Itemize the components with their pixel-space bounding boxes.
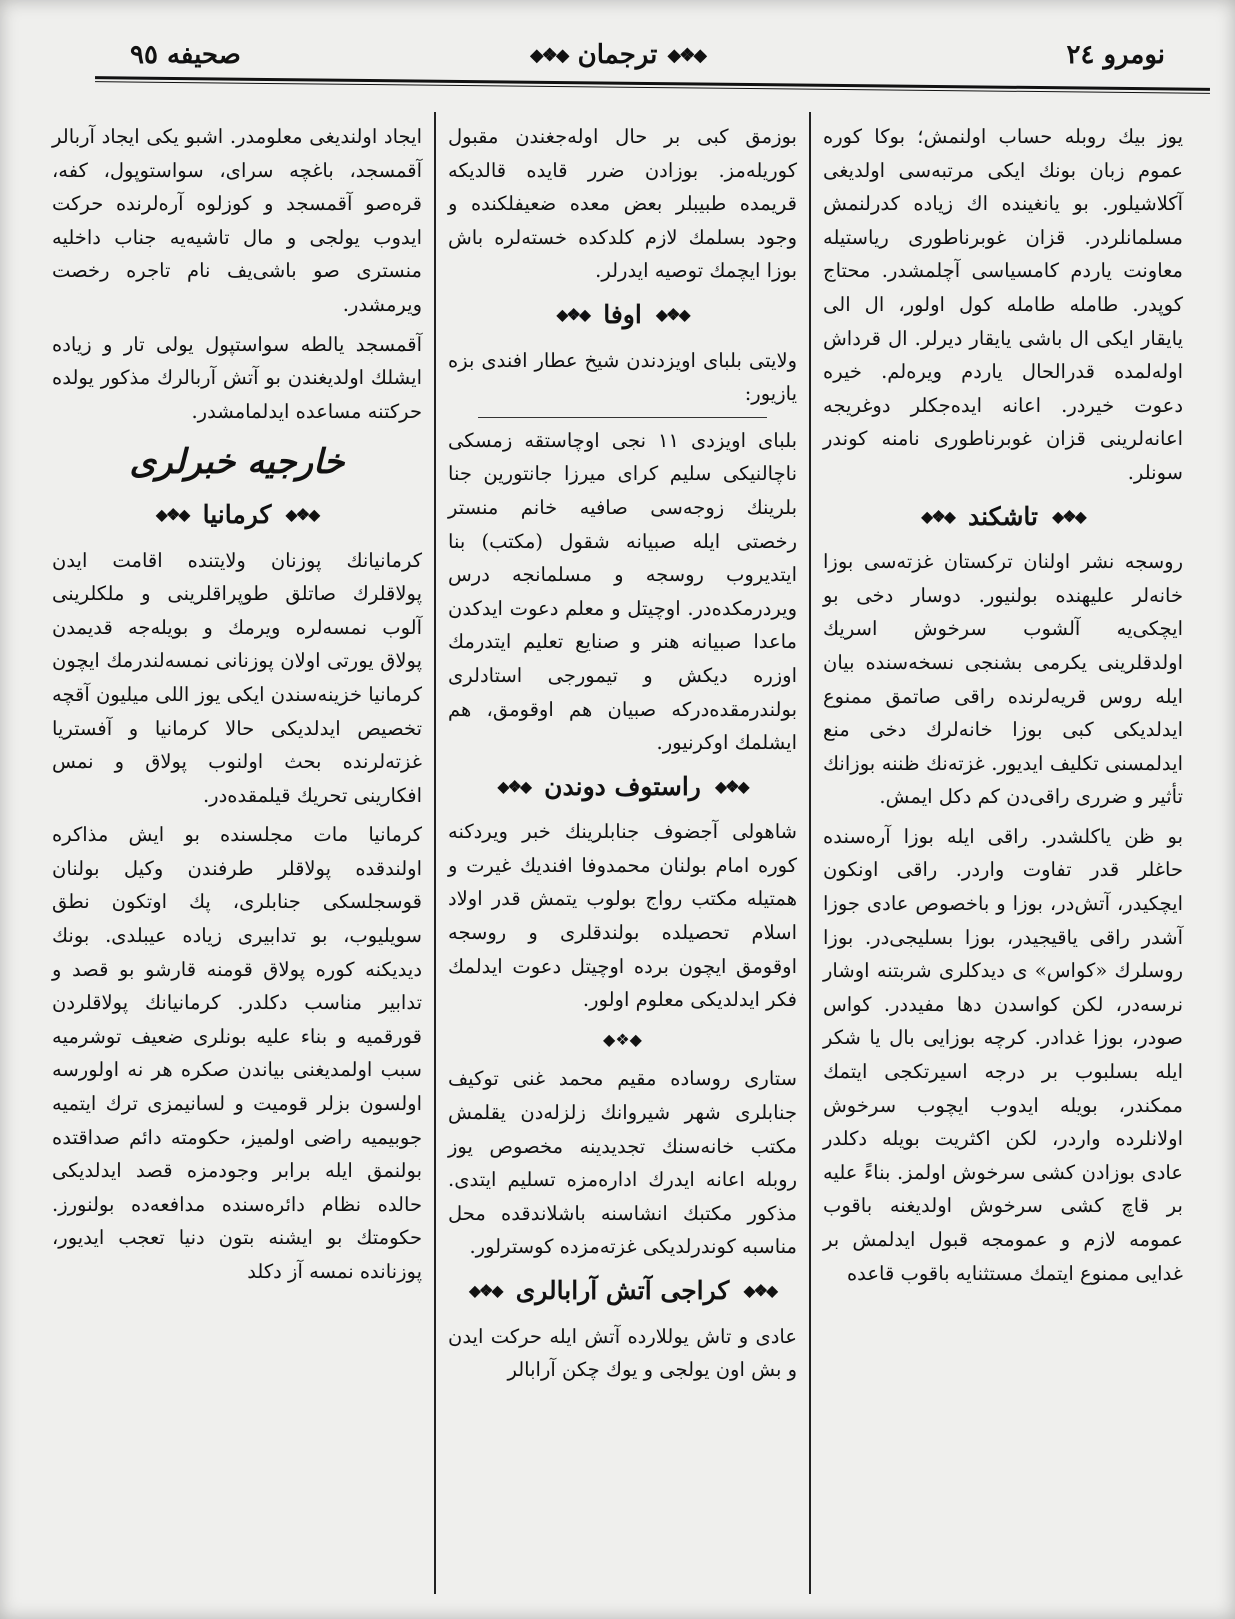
ornament-icon: ◆❖◆ xyxy=(743,1281,777,1300)
masthead xyxy=(530,40,705,70)
article-paragraph: بوزمق كبى بر حال اوله‌جغندن مقبول كوريلەمز. بوزادن ضرر قايده قالديكه قريمده طبيبلر بعض معده ضعيفلكنده و وجود بسلمك لازم كلدكده خسته‌لره باش بوزا ايچمك توصيه ايدرلر. xyxy=(448,125,797,283)
ornament-icon: ◆❖◆ xyxy=(468,1281,502,1300)
section-title: اوفا xyxy=(603,299,642,329)
ornament-icon: ◆❖◆ xyxy=(155,504,189,524)
article-paragraph: آقمسجد يالطه سواستپول يولى تار و زياده ايشلك اولديغندن بو آتش آربالرك مذكور يولده حركتنه مساعده ايدلمامشدر. xyxy=(52,332,422,423)
section-title: كراجى آتش آرابالرى xyxy=(515,1276,730,1305)
column-middle xyxy=(434,112,811,1594)
diamond-divider-icon: ◆❖◆ xyxy=(603,1029,642,1049)
article-paragraph: ستارى روساده مقيم محمد غنى توكيف جنابلرى شهر شيروانك زلزله‌دن يقلمش مكتب خانه‌سنك تجديدينه مخصوص يوز روبله اعانه ايدرك ادارەمزه تسليم ايتدى. مذكور مكتبك انشاسنه باشلاندقده محل مناسبه كوندرلديكى غزته‌مزده كوسترلور. xyxy=(448,1067,797,1259)
ornament-icon: ◆❖◆ xyxy=(655,304,689,324)
section-heading xyxy=(448,1274,797,1308)
article-paragraph: ايجاد اولنديغى معلومدر. اشبو يكى ايجاد آربالر آقمسجد، باغچه سراى، سواستوپول، كفه، قره‌صو آقمسجد و كوزلوه آره‌لرنده حركت ايدوب يولجى و مال تاشيه‌يه جناب داخليه منسترى صو باشى‌يف نام تاجره رخصت ويرمشدر. xyxy=(52,125,422,316)
ornament-icon: ◆❖◆ xyxy=(1052,506,1085,526)
article-paragraph: يوز بيك روبله حساب اولنمش؛ بوكا كوره عموم زبان بونك ايكى مرتبه‌سى اولديغى آكلاشيلور. بو يانغينده اك زياده كدرلنمش مسلمانلردر. قزان غوبرناطورى رياستيله معاونت ياردم كامسياسى آچلمشدر. محتاج كوپدر. طامله طامله كول اولور، ال الى يايقار ايكى ال باشى يايقار ديرلر. ال قرداش اولەلمده قدرالحال ياردم ويرەلم. خيره دعوت خيردر. اعانه ايده‌جكلر دوغريجه اعانه‌لرينى قزان غوبرناطورى نامنه كوندر سونلر. xyxy=(823,125,1183,484)
section-heading xyxy=(448,298,797,332)
article-paragraph: شاهولى آجضوف جنابلرينك خبر ويردكنه كوره امام بولنان محمدوفا افنديك غيرت و همتيله مكتب رواج بولوب يتمش قدر اولاد اسلام تحصيلده بولندقلرى و روسجه اوقومق ايچون برده اوچيتل دعوت ايدلمك فكر ايدلديكى معلوم اولور. xyxy=(448,820,797,1012)
column-left xyxy=(40,112,434,1594)
ornament-icon: ◆❖◆ xyxy=(667,44,706,66)
article-paragraph: روسجه نشر اولنان تركستان غزته‌سى بوزا خانه‌لر عليهنده بولنيور. دوسار دخى بو ايچكى‌يه آلشوب سرخوش اسريك اولدقلرينى يكرمى بشنجى نسخه‌سنده بيان ايله روس قريه‌لرنده راقى صاتمق ممنوع ايدلديكى كبى بوزا خانه‌لرك دخى منع ايدلمسنى تكليف ايديور. غزته‌نك ظننه بوزانك تأثير و ضررى راقى‌دن كم دكل ايمش. xyxy=(823,550,1183,809)
article-paragraph: بلباى اويزدى ١١ نجى اوچاستقه زمسكى ناچالنيكى سليم كراى ميرزا جانتورين جنا بلرينك زوجه‌سى صافيه خانم منستر رخصتى ايله صبيانه شقول (مكتب) بنا ايتديروب روسجه و مسلمانجه درس ويردرمكده‌در. اوچيتل و معلم دعوت ايدكدن ماعدا صبيانه هنر و صنايع تعليم ايتدرمك اوزره ديكش و تيمورجى استادلرى بولندرمقده‌دركه صبيان هم اوقومق، هم ايشلمك اوكرنيور. xyxy=(448,428,797,755)
section-title: راستوف دوندن xyxy=(544,771,701,801)
article-paragraph: كرمانيانك پوزنان ولايتنده اقامت ايدن پولاقلرك صاتلق طوپراقلرينى و ملكلرينى آلوب نمسەلره ويرمك و بويله‌جه قديمدن پولاق يورتى اولان پوزنانى نمسه‌لندرمك ايچون كرمانيا خزينه‌سندن ايكى يوز اللى ميليون آقچه تخصيص ايدلديكى حالا كرمانيا و آفستريا غزته‌لرنده بحث اولنوب پولاق و نمس افكارينى تحريك قيلمقده‌در. xyxy=(52,548,422,807)
columns xyxy=(40,112,1195,1594)
newspaper-title: ترجمان xyxy=(577,40,658,70)
page-number: صحيفه ٩٥ xyxy=(130,40,241,70)
section-heading xyxy=(52,498,422,532)
section-heading xyxy=(448,770,797,804)
foreign-news-title: خارجيه خبرلرى xyxy=(129,442,345,483)
ornament-icon: ◆❖◆ xyxy=(556,304,590,324)
divider-line xyxy=(478,417,767,418)
column-right xyxy=(811,112,1195,1594)
article-paragraph: كرمانيا مات مجلسنده بو ايش مذاكره اولندقده پولاقلر طرفندن وكيل بولنان قوسجلسكى جنابلرى، پك اوتكون نطق سويليوب، بو تدابيرى زياده عيبلدى. بونك ديديكنه كوره پولاق قومنه قارشو بو قصد و تدابير مناسب دكلدر. كرمانيانك پولاقلردن قورقميه و بناء عليه بونلرى ضعيف توشرميه سبب اولمديغنى بياندن صكره هر نه اولورسه اولسون بزلر قوميت و لسانيمزى ترك ايتميه جوبيميه راضى اولميز، حكومته دائم صداقتده بولنمق ايله برابر وجودمزه قصد ايدلديكى حالده نظام دائره‌سنده مدافعه‌ده بولنورز. حكومتك بو ايشنه بتون دنيا تعجب ايديور، پوزنانده نمسه آز دكلد xyxy=(52,823,422,1283)
ornament-icon: ◆❖◆ xyxy=(285,504,319,524)
section-heading xyxy=(823,500,1183,534)
article-paragraph: ولايتى بلباى اويزدندن شيخ عطار افندى بزه يازيور: xyxy=(448,348,797,406)
article-paragraph: عادى و تاش يوللارده آتش ايله حركت ايدن و بش اون يولجى و يوك چكن آرابالر xyxy=(448,1324,797,1382)
section-title: تاشكند xyxy=(968,501,1038,531)
ornament-icon: ◆❖◆ xyxy=(497,776,531,796)
ornament-icon: ◆❖◆ xyxy=(714,776,748,796)
ornament-icon: ◆❖◆ xyxy=(529,44,568,66)
issue-number: نومرو ٢٤ xyxy=(1066,40,1165,70)
ornament-icon: ◆❖◆ xyxy=(921,506,954,526)
article-paragraph: بو ظن ياكلشدر. راقى ايله بوزا آره‌سنده حاغلر قدر تفاوت واردر. راقى اونكون ايچكيدر، آتش‌در، بوزا و باخصوص عادى جوزا آشدر راقى ياقيجيدر، بوزا بسليجى‌در. بوزا روسلرك «كواس» ى ديدكلرى شربتنه اوشار نرسه‌در، لكن كواسدن دها مفيددر. كواس صودر، بوزا غدادر. كرچه بوزايى بال يا شكر ايله بسلبوب بر درجه اسيرتكجى ايتمك ممكندر، بويله ايدوب ايچوب سرخوش اولانلرده واردر، لكن اكثريت بويله دكلدر عادى بوزادن كشى سرخوش اولمز. بناءً عليه بر قاچ كشى سرخوش اولديغنه باقوب عمومه لازم و عمومجه قبول ايدلمش بر غدايى ممنوع ايتمك مستثنايه باقوب قاعده xyxy=(823,824,1183,1285)
section-title: كرمانيا xyxy=(202,499,272,529)
